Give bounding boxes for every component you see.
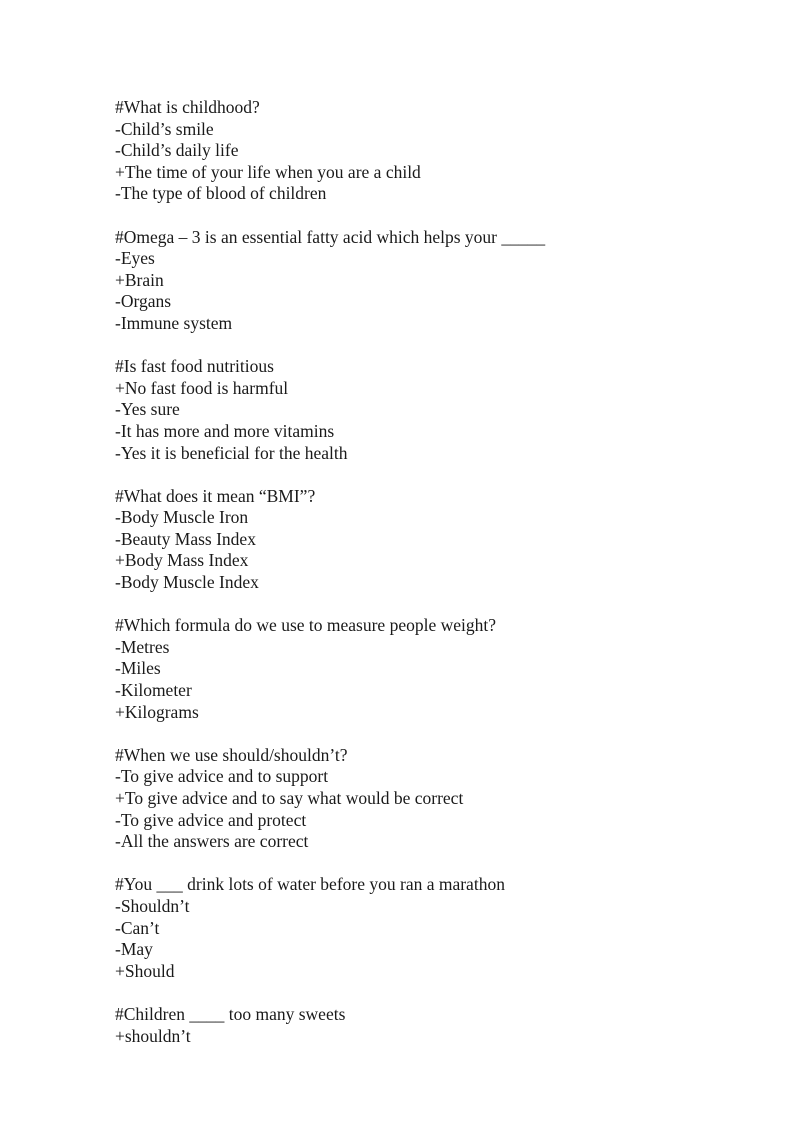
answer-option: +No fast food is harmful bbox=[115, 377, 289, 398]
answer-option: +shouldn’t bbox=[115, 1025, 191, 1046]
answer-option: +The time of your life when you are a child bbox=[115, 161, 421, 182]
question-text: #Which formula do we use to measure people weight? bbox=[115, 615, 496, 636]
question-block-8 bbox=[115, 1004, 755, 1047]
answer-option: -Body Muscle Iron bbox=[115, 507, 249, 528]
question-block-2 bbox=[115, 227, 755, 335]
answer-option: -Shouldn’t bbox=[115, 895, 190, 916]
answer-option: -Child’s daily life bbox=[115, 140, 239, 161]
answer-option: +Kilograms bbox=[115, 701, 199, 722]
answer-option: +Should bbox=[115, 960, 175, 981]
answer-option: -Kilometer bbox=[115, 680, 192, 701]
question-text: #Children ____ too many sweets bbox=[115, 1003, 346, 1024]
answer-option: -Organs bbox=[115, 291, 172, 312]
question-block-1 bbox=[115, 97, 755, 205]
answer-option: -Yes sure bbox=[115, 399, 180, 420]
quiz-content bbox=[115, 97, 755, 1069]
answer-option: -The type of blood of children bbox=[115, 183, 327, 204]
answer-option: -All the answers are correct bbox=[115, 831, 309, 852]
question-block-6 bbox=[115, 745, 755, 853]
answer-option: -May bbox=[115, 939, 153, 960]
question-block-4 bbox=[115, 486, 755, 594]
answer-option: +Brain bbox=[115, 269, 164, 290]
answer-option: -Metres bbox=[115, 636, 170, 657]
answer-option: -Yes it is beneficial for the health bbox=[115, 442, 348, 463]
question-text: #When we use should/shouldn’t? bbox=[115, 744, 348, 765]
answer-option: +Body Mass Index bbox=[115, 550, 249, 571]
question-text: #Omega – 3 is an essential fatty acid which helps your _____ bbox=[115, 226, 546, 247]
answer-option: -Immune system bbox=[115, 312, 233, 333]
answer-option: -Body Muscle Index bbox=[115, 572, 259, 593]
answer-option: -Beauty Mass Index bbox=[115, 528, 256, 549]
question-text: #What does it mean “BMI”? bbox=[115, 485, 316, 506]
question-text: #Is fast food nutritious bbox=[115, 356, 274, 377]
answer-option: -Eyes bbox=[115, 248, 155, 269]
question-block-3 bbox=[115, 356, 755, 464]
answer-option: -It has more and more vitamins bbox=[115, 420, 335, 441]
answer-option: -To give advice and to support bbox=[115, 766, 329, 787]
answer-option: -Child’s smile bbox=[115, 118, 214, 139]
question-block-7 bbox=[115, 874, 755, 982]
question-text: #You ___ drink lots of water before you ran a marathon bbox=[115, 874, 505, 895]
question-text: #What is childhood? bbox=[115, 97, 260, 117]
answer-option: -Can’t bbox=[115, 917, 160, 938]
answer-option: +To give advice and to say what would be correct bbox=[115, 788, 464, 808]
question-block-5 bbox=[115, 615, 755, 723]
answer-option: -Miles bbox=[115, 658, 161, 679]
answer-option: -To give advice and protect bbox=[115, 809, 307, 830]
